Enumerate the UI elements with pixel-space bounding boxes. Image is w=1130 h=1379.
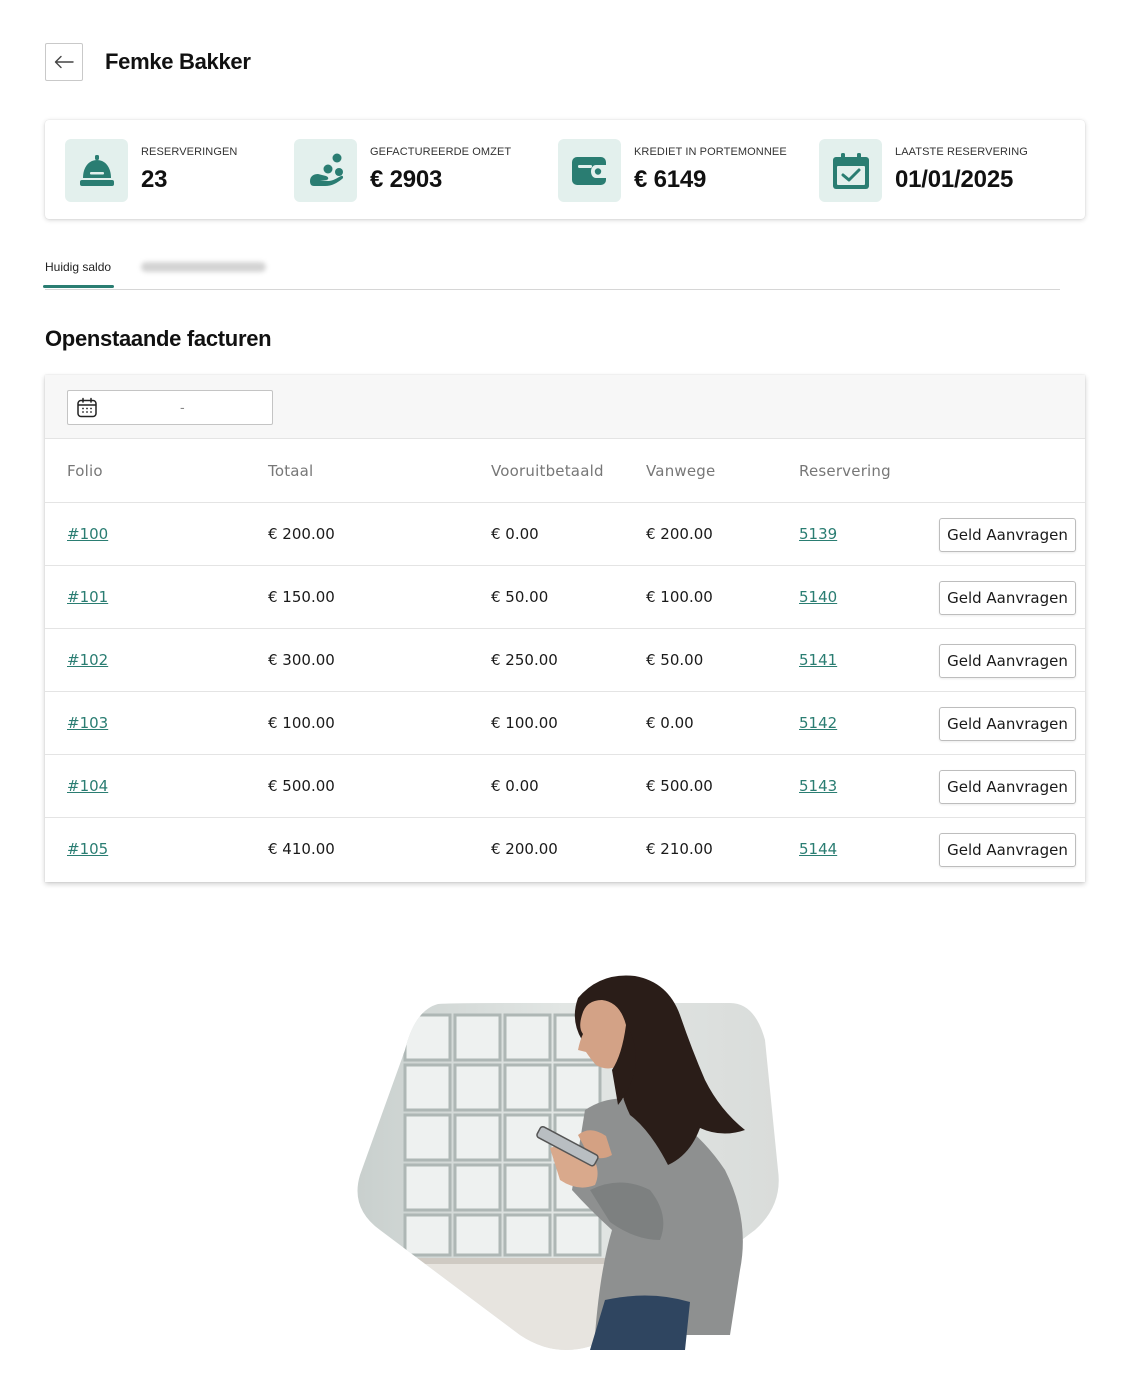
column-header-vooruitbetaald: Vooruitbetaald [491,462,604,480]
stat-gefactureerde-omzet [294,139,511,202]
table-header [45,439,1085,503]
table-row [45,629,1085,692]
cell-vanwege: € 0.00 [646,714,694,732]
cell-vooruitbetaald: € 50.00 [491,588,549,606]
stat-label: GEFACTUREERDE OMZET [370,145,512,158]
stat-label: KREDIET IN PORTEMONNEE [634,145,787,158]
date-range-input[interactable] [67,390,273,425]
cell-totaal: € 150.00 [268,588,335,606]
stat-value: € 2903 [370,165,443,193]
folio-link[interactable]: #102 [67,651,109,669]
folio-link[interactable]: #100 [67,525,109,543]
cell-totaal: € 100.00 [268,714,335,732]
hand-coins-icon [306,151,346,191]
cell-vanwege: € 500.00 [646,777,713,795]
table-row [45,755,1085,818]
cell-vanwege: € 50.00 [646,651,704,669]
date-separator: - [180,399,185,415]
table-row [45,818,1085,881]
bell-icon [77,151,117,191]
back-button[interactable] [45,43,83,81]
folio-link[interactable]: #105 [67,840,109,858]
geld-aanvragen-button[interactable]: Geld Aanvragen [939,644,1076,678]
cell-totaal: € 500.00 [268,777,335,795]
folio-link[interactable]: #103 [67,714,109,732]
cell-vanwege: € 100.00 [646,588,713,606]
folio-link[interactable]: #104 [67,777,109,795]
arrow-left-icon [54,55,74,69]
stat-label: LAATSTE RESERVERING [895,145,1028,158]
stat-reserveringen [65,139,237,202]
stats-card [45,120,1085,219]
reservering-link[interactable]: 5144 [799,840,838,858]
stat-krediet-portemonnee [558,139,787,202]
cell-totaal: € 410.00 [268,840,335,858]
stat-value: € 6149 [634,165,707,193]
geld-aanvragen-button[interactable]: Geld Aanvragen [939,770,1076,804]
cell-vooruitbetaald: € 0.00 [491,777,539,795]
cell-vooruitbetaald: € 250.00 [491,651,558,669]
section-title: Openstaande facturen [45,326,272,351]
column-header-folio: Folio [67,462,103,480]
cell-vanwege: € 210.00 [646,840,713,858]
folio-link[interactable]: #101 [67,588,109,606]
stat-label: RESERVERINGEN [141,145,238,158]
column-header-vanwege: Vanwege [646,462,716,480]
cell-vooruitbetaald: € 0.00 [491,525,539,543]
geld-aanvragen-button[interactable]: Geld Aanvragen [939,518,1076,552]
wallet-icon [570,151,610,191]
cell-totaal: € 300.00 [268,651,335,669]
calendar-icon [76,397,98,419]
tab-blurred[interactable] [141,262,266,272]
reservering-link[interactable]: 5140 [799,588,838,606]
invoices-table [45,375,1085,882]
cell-totaal: € 200.00 [268,525,335,543]
reservering-link[interactable]: 5143 [799,777,838,795]
stat-laatste-reservering [819,139,1028,202]
page-title: Femke Bakker [105,49,251,74]
woman-with-phone-illustration [350,940,780,1350]
tab-huidig-saldo[interactable]: Huidig saldo [45,260,112,274]
table-row [45,566,1085,629]
page-header [45,43,251,81]
reservering-link[interactable]: 5139 [799,525,838,543]
cell-vooruitbetaald: € 100.00 [491,714,558,732]
stat-value: 01/01/2025 [895,165,1014,193]
filter-bar [45,375,1085,439]
geld-aanvragen-button[interactable]: Geld Aanvragen [939,833,1076,867]
column-header-reservering: Reservering [799,462,891,480]
cell-vanwege: € 200.00 [646,525,713,543]
active-tab-indicator [43,285,114,288]
stat-value: 23 [141,165,168,193]
table-row [45,692,1085,755]
reservering-link[interactable]: 5142 [799,714,838,732]
calendar-check-icon [831,151,871,191]
tab-bar [45,250,1060,290]
geld-aanvragen-button[interactable]: Geld Aanvragen [939,707,1076,741]
column-header-totaal: Totaal [268,462,314,480]
cell-vooruitbetaald: € 200.00 [491,840,558,858]
geld-aanvragen-button[interactable]: Geld Aanvragen [939,581,1076,615]
reservering-link[interactable]: 5141 [799,651,838,669]
table-row [45,503,1085,566]
